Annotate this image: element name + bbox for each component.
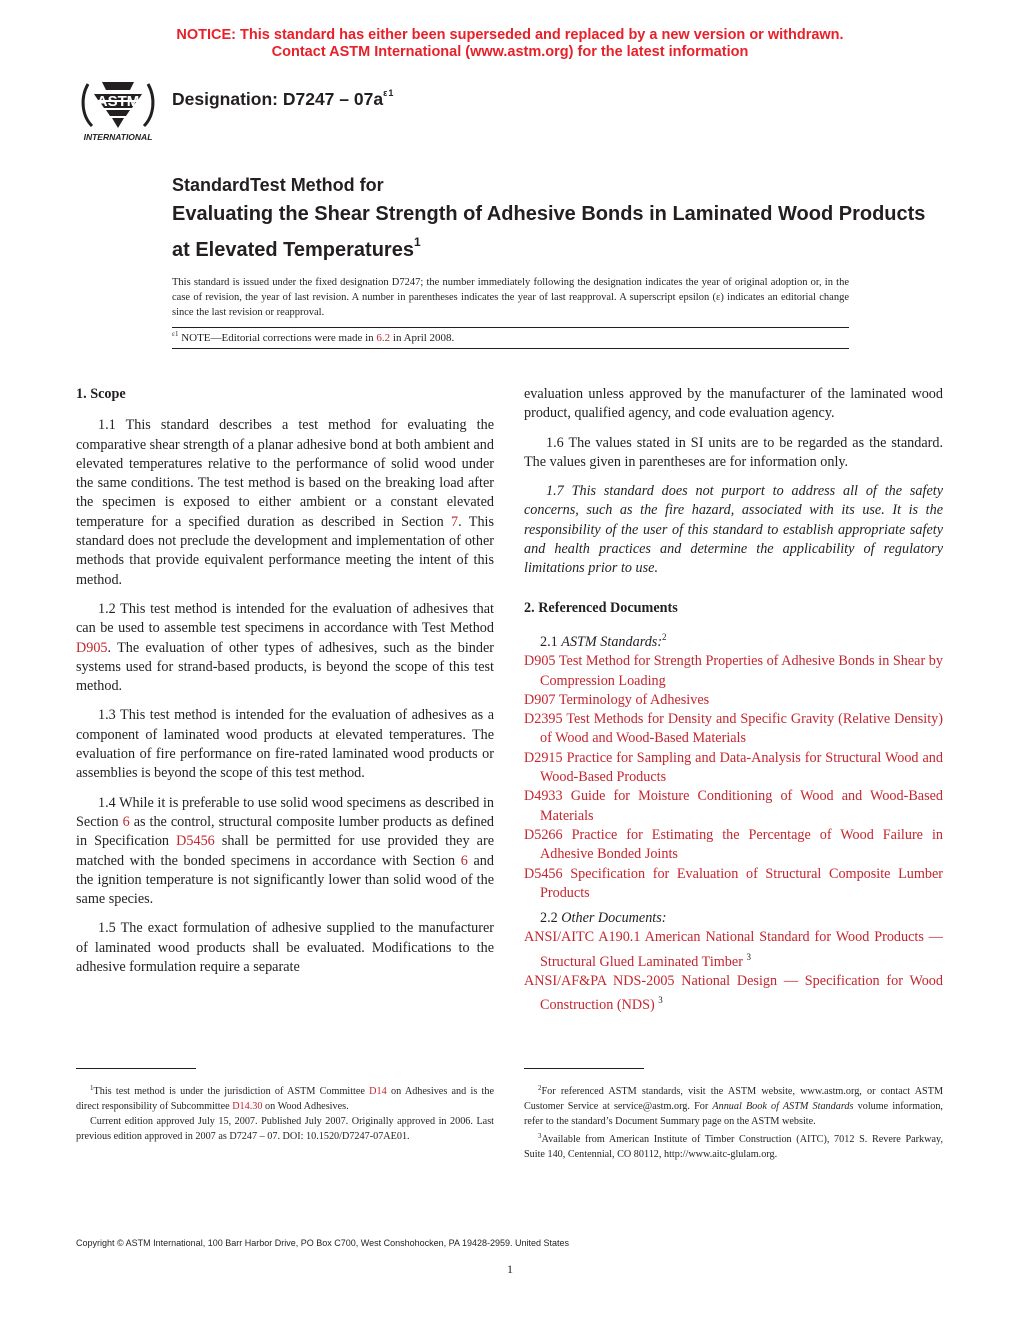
reference-footnote-mark: 3 xyxy=(658,995,663,1006)
other-reference-list xyxy=(524,928,943,1015)
reference-item xyxy=(524,787,943,826)
reference-title-link[interactable]: Test Methods for Density and Specific Gravity (Relative Density) of Wood and Wood-Based Materials xyxy=(540,711,943,747)
astm-logo-icon xyxy=(74,76,162,144)
section-6-2-link[interactable]: 6.2 xyxy=(376,332,391,344)
editorial-text: NOTE—Editorial corrections were made in xyxy=(181,332,377,344)
para-1-4: 1.4 While it is preferable to use solid wood specimens as described in Section 6 as the control, structural composite lumber products as defined in Specification D5456 shall be permitted for use provided they are matched with the bonded specimens in accordance with Section 6 and the ignition temperature is not significantly lower than solid wood of the same species. xyxy=(76,794,495,908)
reference-item xyxy=(524,691,943,710)
editorial-text-end: in April 2008. xyxy=(390,332,455,344)
d5456-link[interactable]: D5456 xyxy=(176,833,215,850)
title-line-1: StandardTest Method for xyxy=(172,175,384,195)
copyright: Copyright © ASTM International, 100 Barr Harbor Drive, PO Box C700, West Conshohocken, PA 19428-2959. United States xyxy=(76,1238,570,1248)
reference-item xyxy=(524,710,943,749)
refdocs-heading: 2. Referenced Documents xyxy=(524,599,678,616)
para-1-6: 1.6 The values stated in SI units are to be regarded as the standard. The values given in parentheses are for information only. xyxy=(524,434,943,470)
designation-text: Designation: D7247 – 07a xyxy=(172,89,384,109)
para-1-3: 1.3 This test method is intended for the evaluation of adhesives as a component of laminated wood products at elevated temperatures. The evaluation of fire performance on fire-rated laminated wood products or assemblies is beyond the scope of this test method. xyxy=(76,707,494,782)
para-1-7: 1.7 This standard does not purport to address all of the safety concerns, such as the fire hazard, associated with its use. It is the responsibility of the user of this standard to establish appropriate safety and health practices and determine the applicability of regulatory limitations prior to use. xyxy=(524,483,943,577)
divider-bottom xyxy=(172,348,849,349)
reference-title-link[interactable]: Terminology of Adhesives xyxy=(555,691,710,708)
reference-code-link[interactable]: D2915 xyxy=(524,749,563,766)
para-1-5-cont: evaluation unless approved by the manufacturer of the laminated wood product, qualified agency, and code evaluation agency. xyxy=(524,386,943,422)
title-footnote-mark: 1 xyxy=(413,235,421,249)
reference-item xyxy=(524,928,943,972)
section-6-link-2[interactable]: 6 xyxy=(460,852,468,869)
reference-title-link[interactable]: Specification for Evaluation of Structural Composite Lumber Products xyxy=(540,865,943,901)
reference-item xyxy=(524,749,943,788)
editorial-mark: ε1 xyxy=(172,330,179,338)
logo-org: INTERNATIONAL xyxy=(83,132,153,142)
reference-code-link[interactable]: D4933 xyxy=(524,788,563,805)
para-1-2: 1.2 This test method is intended for the evaluation of adhesives that can be used to assemble test specimens in accordance with Test Method D905. The evaluation of other types of adhesives, such as the binder systems used for strand-based products, is beyond the scope of this test method. xyxy=(76,600,494,695)
footnote-rule-right xyxy=(524,1068,644,1069)
divider-top xyxy=(172,327,849,328)
d14-link[interactable]: D14 xyxy=(369,1086,387,1097)
reference-code-link[interactable]: D5266 xyxy=(524,826,563,843)
reference-code-link[interactable]: ANSI/AITC A190.1 xyxy=(524,929,641,946)
section-6-link[interactable]: 6 xyxy=(122,813,130,830)
footnote-1: $^1$This test method is under the jurisdiction of ASTM Committee D14 on Adhesives and is the direct responsibility of Subcommittee D14.30 on Wood Adhesives. xyxy=(76,1084,494,1112)
reference-title-link[interactable]: Test Method for Strength Properties of Adhesive Bonds in Shear by Compression Loading xyxy=(540,653,943,689)
astm-standards-label: 2.1 ASTM Standards:$^2$ xyxy=(540,631,667,650)
para-1-5: 1.5 The exact formulation of adhesive supplied to the manufacturer of laminated wood products shall be evaluated. Modifications to the adhesive formulation require a separate xyxy=(76,920,494,976)
reference-code-link[interactable]: ANSI/AF&PA NDS-2005 xyxy=(524,973,675,990)
right-column xyxy=(524,385,943,1016)
designation-epsilon: ε1 xyxy=(383,88,395,98)
section-7-link[interactable]: 7 xyxy=(451,513,459,530)
notice-line-1: NOTICE: This standard has either been superseded and replaced by a new version or withdrawn. xyxy=(176,27,844,43)
para-1-1: 1.1 This standard describes a test method for evaluating the comparative shear strength of a planar adhesive bond at both ambient and elevated temperatures relative to the performance of solid wood under the same conditions. The test method is based on the breaking load after the specimen is exposed to either ambient or a constant elevated temperature for a specified duration as described in Section 7. This standard does not preclude the development and implementation of other methods that provide equivalent performance meeting the intent of this method. xyxy=(76,417,495,588)
footnote-1-edition: Current edition approved July 15, 2007. Published July 2007. Originally approved in 2006. Last previous edition approved in 2007 as D7247 – 07. DOI: 10.1520/D7247-07AE01. xyxy=(76,1116,494,1142)
footnote-3: $^3$Available from American Institute of Timber Construction (AITC), 7012 S. Revere Parkway, Suite 140, Centennial, CO 80112, http://www.aitc-glulam.org. xyxy=(524,1132,943,1160)
reference-title-link[interactable]: American National Standard for Wood Products — Structural Glued Laminated Timber xyxy=(540,929,943,970)
astm-reference-list xyxy=(524,652,943,903)
reference-item xyxy=(524,865,943,904)
footnote-2: $^2$For referenced ASTM standards, visit the ASTM website, www.astm.org, or contact ASTM Customer Service at service@astm.org. For Annual Book of ASTM Standards volume information, refer to the standard’s Document Summary page on the ASTM website. xyxy=(524,1084,943,1127)
left-column xyxy=(76,385,494,977)
editorial-note xyxy=(172,330,454,344)
standard-title xyxy=(172,200,932,264)
reference-title-link[interactable]: Guide for Moisture Conditioning of Wood and Wood-Based Materials xyxy=(540,788,943,824)
designation xyxy=(172,88,394,110)
scope-heading: 1. Scope xyxy=(76,386,126,402)
reference-code-link[interactable]: D907 xyxy=(524,691,556,708)
page-number: 1 xyxy=(507,1262,513,1276)
notice-line-2: Contact ASTM International (www.astm.org) for the latest information xyxy=(271,44,749,60)
supersede-notice xyxy=(0,27,1020,61)
other-documents-label: 2.2 Other Documents: xyxy=(540,910,667,927)
reference-code-link[interactable]: D905 xyxy=(524,653,556,670)
d14-30-link[interactable]: D14.30 xyxy=(232,1101,263,1112)
footnote-rule-left xyxy=(76,1068,196,1069)
d905-link[interactable]: D905 xyxy=(76,639,108,656)
reference-footnote-mark: 3 xyxy=(746,951,751,962)
footnotes-right xyxy=(524,1081,943,1162)
reference-code-link[interactable]: D2395 xyxy=(524,711,563,728)
reference-item xyxy=(524,652,943,691)
reference-item xyxy=(524,972,943,1016)
reference-code-link[interactable]: D5456 xyxy=(524,865,563,882)
astm-logo xyxy=(74,76,162,144)
reference-title-link[interactable]: National Design — Specification for Wood Construction (NDS) xyxy=(540,973,943,1014)
footnotes-left xyxy=(76,1081,494,1144)
reference-item xyxy=(524,826,943,865)
reference-title-link[interactable]: Practice for Estimating the Percentage of Wood Failure in Adhesive Bonded Joints xyxy=(540,826,943,863)
fixed-designation-note: This standard is issued under the fixed designation D7247; the number immediately following the designation indicates the year of original adoption or, in the case of revision, the year of last revision. A number in parentheses indicates the year of last reapproval. A superscript epsilon (ε) indicates an editorial change since the last revision or reapproval. xyxy=(172,277,849,318)
logo-letters: ASTM xyxy=(96,93,140,110)
title-main: Evaluating the Shear Strength of Adhesive Bonds in Laminated Wood Products at Elevated Temperatures xyxy=(172,203,926,261)
reference-title-link[interactable]: Practice for Sampling and Data-Analysis for Structural Wood and Wood-Based Products xyxy=(540,749,943,786)
